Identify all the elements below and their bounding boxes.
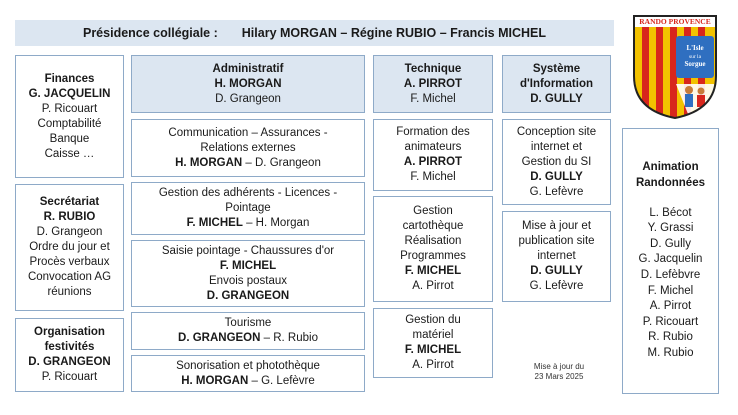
animation-member: F. Michel xyxy=(647,284,694,297)
animation-title: Animation xyxy=(642,161,699,174)
publication-line: Mise à jour et xyxy=(521,220,592,232)
materiel-line: A. Pirrot xyxy=(412,359,454,371)
materiel-box xyxy=(373,308,493,378)
logo-town-1: L'Isle xyxy=(686,44,704,52)
secretariat-title: Secrétariat xyxy=(39,196,100,208)
cartotheque-box xyxy=(373,196,493,302)
finances-box xyxy=(15,55,124,178)
cartotheque-line: Programmes xyxy=(400,250,466,262)
communication-line: Relations externes xyxy=(200,141,296,154)
secretariat-lead: R. RUBIO xyxy=(43,211,96,223)
animation-member: G. Jacquelin xyxy=(638,253,703,266)
formation-line: Formation des xyxy=(396,126,470,138)
materiel-line: matériel xyxy=(412,329,454,341)
animation-member: L. Bécot xyxy=(649,206,692,219)
publication-line: internet xyxy=(537,250,576,262)
festivites-title: Organisation xyxy=(34,326,105,338)
systeme-header xyxy=(502,55,611,113)
tourisme-lead: D. GRANGEON xyxy=(178,332,261,344)
publication-line: G. Lefèvre xyxy=(529,280,584,292)
technique-header xyxy=(373,55,493,113)
tourisme-line: Tourisme xyxy=(224,317,272,329)
animation-member: P. Ricouart xyxy=(642,315,699,328)
update-date: 23 Mars 2025 xyxy=(534,372,584,381)
conception-line: internet et xyxy=(530,140,583,153)
finances-line: Banque xyxy=(49,132,90,145)
sonorisation-lead: H. MORGAN xyxy=(181,374,249,387)
cartotheque-line: Réalisation xyxy=(404,235,462,247)
publication-lead: D. GULLY xyxy=(530,265,583,277)
saisie-line: Saisie pointage - Chaussures d'or xyxy=(161,244,335,257)
conception-line: Gestion du SI xyxy=(521,155,592,168)
presidency-label: Présidence collégiale : xyxy=(82,26,218,40)
tourisme-box xyxy=(131,312,365,350)
update-note-line: Mise à jour du xyxy=(533,362,585,371)
administratif-title: Administratif xyxy=(212,62,284,75)
secretariat-box xyxy=(15,184,124,311)
conception-lead: D. GULLY xyxy=(530,170,583,183)
systeme-title: Système xyxy=(532,62,581,75)
rando-provence-logo xyxy=(632,14,718,120)
technique-title: Technique xyxy=(404,62,462,75)
saisie-line: Envois postaux xyxy=(209,274,287,287)
technique-lead: A. PIRROT xyxy=(403,77,463,90)
saisie-lead-2: D. GRANGEON xyxy=(206,289,290,302)
administratif-header xyxy=(131,55,365,113)
secretariat-line: D. Grangeon xyxy=(36,226,103,238)
animation-member: Y. Grassi xyxy=(647,222,694,235)
logo-title: RANDO PROVENCE xyxy=(639,17,711,26)
finances-line: Caisse … xyxy=(44,147,95,160)
finances-title: Finances xyxy=(44,72,95,85)
presidency-banner xyxy=(15,20,614,46)
sonorisation-box xyxy=(131,355,365,392)
materiel-lead: F. MICHEL xyxy=(404,344,462,356)
conception-box xyxy=(502,119,611,205)
update-note xyxy=(520,362,598,382)
animation-member: D. Gully xyxy=(650,237,691,250)
cartotheque-lead: F. MICHEL xyxy=(404,265,462,277)
tourisme-rest: – R. Rubio xyxy=(260,332,318,344)
technique-line: F. Michel xyxy=(410,92,456,105)
festivites-line: P. Ricouart xyxy=(41,371,98,383)
secretariat-line: Ordre du jour et xyxy=(29,241,110,253)
cartotheque-line: cartothèque xyxy=(402,220,464,232)
communication-rest: – D. Grangeon xyxy=(242,156,321,169)
cartotheque-line: A. Pirrot xyxy=(412,280,454,292)
cartotheque-line: Gestion xyxy=(413,205,453,217)
sonorisation-rest: – G. Lefèvre xyxy=(248,374,315,387)
adherents-line: Pointage xyxy=(225,202,271,214)
presidency-names: Hilary MORGAN – Régine RUBIO – Francis MICHEL xyxy=(241,26,547,40)
animation-member: D. Lefèbvre xyxy=(640,269,701,281)
logo-town-3: Sorgue xyxy=(684,60,706,68)
finances-lead: G. JACQUELIN xyxy=(28,87,111,100)
adherents-box xyxy=(131,182,365,235)
conception-line: Conception site xyxy=(516,125,597,138)
communication-lead: H. MORGAN xyxy=(175,156,243,169)
finances-line: P. Ricouart xyxy=(41,102,98,115)
systeme-lead: D. GULLY xyxy=(530,92,583,105)
festivites-box xyxy=(15,318,124,392)
materiel-line: Gestion du xyxy=(405,314,461,326)
finances-line: Comptabilité xyxy=(37,117,102,130)
saisie-box xyxy=(131,240,365,307)
logo-town-2: sur la xyxy=(688,54,702,60)
formation-line: animateurs xyxy=(404,141,462,153)
systeme-title: d'Information xyxy=(519,77,593,90)
secretariat-line: Convocation AG xyxy=(27,271,112,283)
festivites-title: festivités xyxy=(44,341,95,353)
publication-line: publication site xyxy=(518,235,595,247)
adherents-rest: – H. Morgan xyxy=(242,217,310,229)
animation-box xyxy=(622,128,719,394)
secretariat-line: Procès verbaux xyxy=(29,256,110,268)
communication-line: Communication – Assurances - xyxy=(168,126,328,139)
conception-line: G. Lefèvre xyxy=(529,185,584,198)
animation-member: M. Rubio xyxy=(647,346,694,359)
communication-box xyxy=(131,119,365,177)
adherents-lead: F. MICHEL xyxy=(186,217,243,229)
publication-box xyxy=(502,211,611,302)
secretariat-line: réunions xyxy=(47,286,92,298)
saisie-lead: F. MICHEL xyxy=(219,259,277,272)
formation-box xyxy=(373,119,493,191)
formation-line: F. Michel xyxy=(410,171,456,183)
adherents-line: Gestion des adhérents - Licences - xyxy=(158,187,338,199)
festivites-lead: D. GRANGEON xyxy=(28,356,111,368)
sonorisation-line: Sonorisation et photothèque xyxy=(176,359,320,372)
animation-member: A. Pirrot xyxy=(649,300,692,313)
formation-lead: A. PIRROT xyxy=(403,156,463,168)
animation-title: Randonnées xyxy=(635,177,705,190)
animation-member: R. Rubio xyxy=(648,331,693,344)
administratif-line: D. Grangeon xyxy=(215,92,281,105)
administratif-lead: H. MORGAN xyxy=(214,77,282,90)
